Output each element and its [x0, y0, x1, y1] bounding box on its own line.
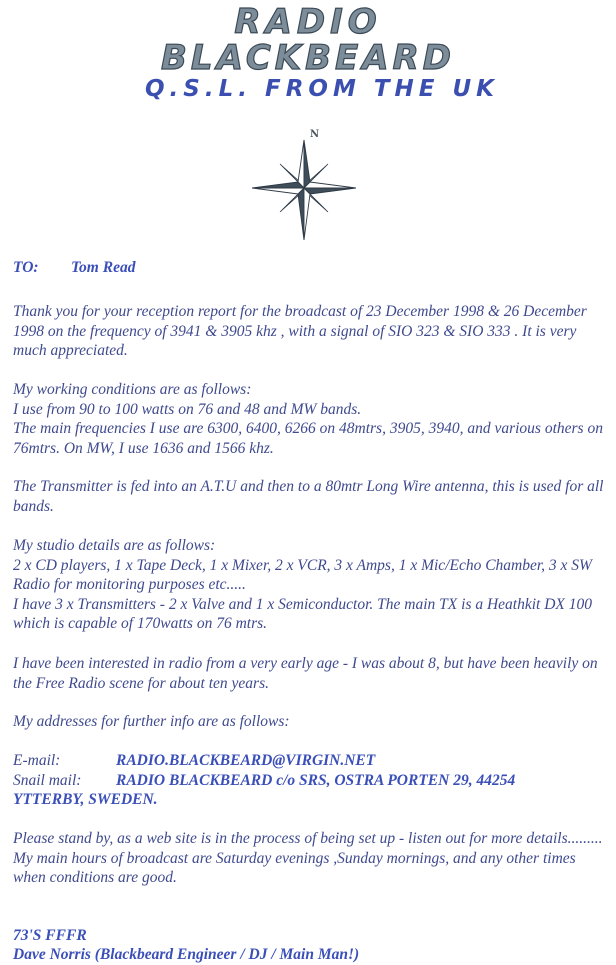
studio-line: 2 x CD players, 1 x Tape Deck, 1 x Mixer, 2 x VCR, 3 x Amps, 1 x Mic/Echo Chamber, 3 x SW Radio for monitoring purposes etc..... — [13, 556, 592, 593]
to-line — [13, 258, 609, 278]
signoff-line-1 — [13, 926, 609, 946]
signoff-name: Dave Norris (Blackbeard Engineer / DJ / Main Man!) — [13, 946, 360, 963]
snail-mail-value-2: YTTERBY, SWEDEN. — [13, 791, 158, 808]
snail-mail-value: RADIO BLACKBEARD c/o SRS, OSTRA PORTEN 29, 44254 — [116, 772, 516, 789]
working-line: The main frequencies I use are 6300, 6400, 6266 on 48mtrs, 3905, 3940, and various others on 76mtrs. On MW, I use 1636 and 1566 khz. — [13, 420, 603, 457]
studio-line: I have 3 x Transmitters - 2 x Valve and 1 x Semiconductor. The main TX is a Heathkit DX 100 which is capable of 170watts on 76 mtrs. — [13, 595, 593, 632]
standby-line: My main hours of broadcast are Saturday evenings ,Sunday mornings, and any other times when conditions are good. — [13, 849, 576, 886]
compass-letter: N — [310, 129, 320, 140]
working-line: My working conditions are as follows: — [13, 381, 252, 398]
title-blackbeard: BLACKBEARD — [160, 38, 455, 78]
email-row — [13, 751, 609, 771]
studio-line: My studio details are as follows: — [13, 537, 216, 554]
standby-section — [13, 829, 609, 888]
snail-mail-label: Snail mail: — [13, 772, 82, 789]
email-value: RADIO.BLACKBEARD@VIRGIN.NET — [116, 752, 376, 769]
working-line: I use from 90 to 100 watts on 76 and 48 and MW bands. — [13, 400, 362, 418]
interest-paragraph: I have been interested in radio from a very early age - I was about 8, but have been heavily on the Free Radio scene for about ten years. — [13, 655, 598, 692]
signoff-73s: 73'S FFFR — [13, 927, 87, 944]
snail-mail-row — [13, 771, 609, 791]
compass-rose-icon — [252, 128, 356, 242]
recipient-name: Tom Read — [71, 259, 136, 276]
email-label: E-mail: — [13, 752, 61, 769]
addresses-intro: My addresses for further info are as follows: — [13, 713, 290, 730]
transmitter-paragraph: The Transmitter is fed into an A.T.U and then to a 80mtr Long Wire antenna, this is used for all bands. — [13, 478, 604, 515]
subtitle-qsl: Q.S.L. FROM THE UK — [144, 76, 500, 102]
working-conditions — [13, 380, 609, 458]
signoff-line-2 — [13, 945, 609, 965]
thanks-paragraph: Thank you for your reception report for the broadcast of 23 December 1998 & 26 December 1998 on the frequency of 3941 & 3905 khz , with a signal of SIO 323 & SIO 333 . It is very much appreciated. — [13, 303, 587, 359]
to-label: TO: — [13, 259, 39, 276]
studio-details — [13, 536, 609, 634]
snail-mail-row-2 — [13, 790, 609, 810]
title-radio: RADIO — [234, 2, 382, 42]
standby-line: Please stand by, as a web site is in the process of being set up - listen out for more details......... — [13, 830, 603, 847]
